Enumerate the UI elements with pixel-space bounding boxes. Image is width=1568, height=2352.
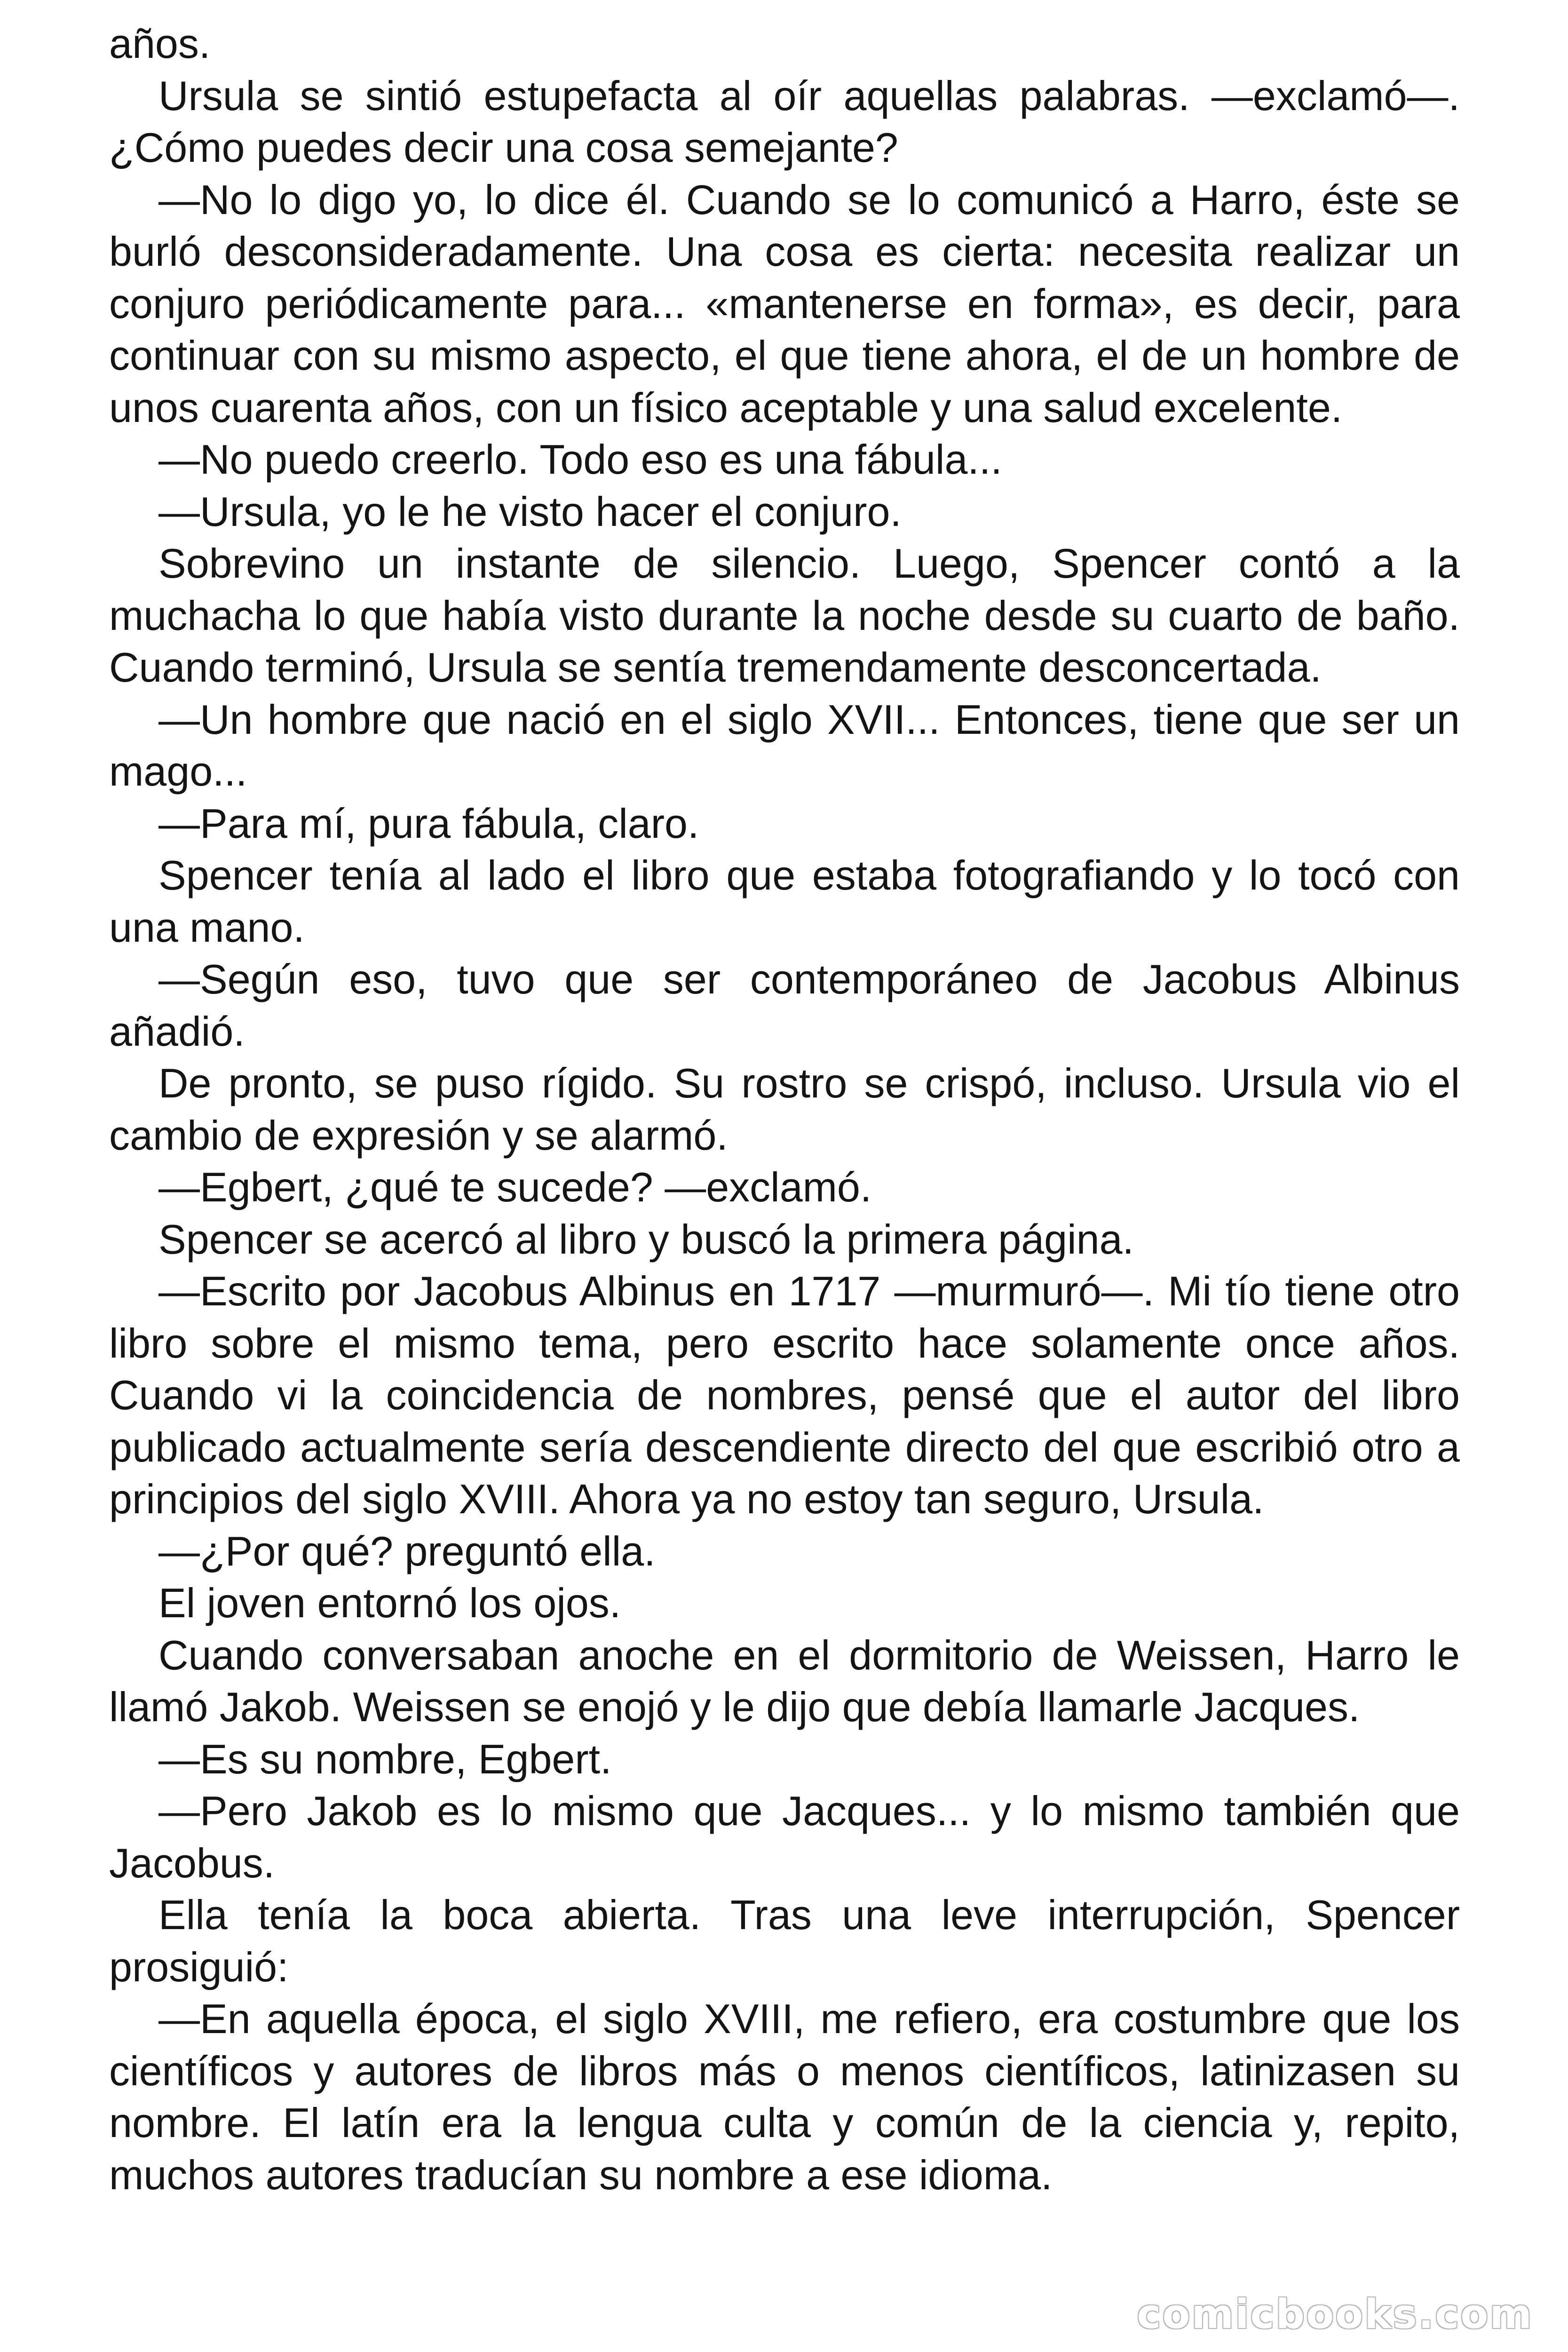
paragraph: —Escrito por Jacobus Albinus en 1717 —murmuró—. Mi tío tiene otro libro sobre el mismo tema, pero escrito hace solamente once años. Cuando vi la coincidencia de nombres, pensé que el autor del libro publicado actualmente sería descendiente directo del que escribió otro a principios del siglo XVIII. Ahora ya no estoy tan seguro, Ursula.: [109, 1268, 1460, 1522]
paragraph: —Ursula, yo le he visto hacer el conjuro.: [158, 488, 902, 535]
paragraph: —No puedo creerlo. Todo eso es una fábula...: [158, 436, 1002, 483]
paragraph: El joven entornó los ojos.: [158, 1580, 621, 1626]
watermark: comicbooks.com: [1137, 2291, 1533, 2338]
paragraph: —Es su nombre, Egbert.: [158, 1735, 612, 1782]
paragraph: —¿Por qué? preguntó ella.: [158, 1527, 656, 1574]
paragraph: —Un hombre que nació en el siglo XVII... Entonces, tiene que ser un mago...: [109, 696, 1460, 795]
paragraph: años.: [109, 20, 211, 67]
paragraph: —En aquella época, el siglo XVIII, me refiero, era costumbre que los científicos y autores de libros más o menos científicos, latinizasen su nombre. El latín era la lengua culta y común de la ciencia y, repito, muchos autores traducían su nombre a ese idioma.: [109, 1995, 1460, 2198]
paragraph: De pronto, se puso rígido. Su rostro se crispó, incluso. Ursula vio el cambio de expresión y se alarmó.: [109, 1060, 1460, 1159]
paragraph: Spencer tenía al lado el libro que estaba fotografiando y lo tocó con una mano.: [109, 852, 1460, 951]
document-page: [109, 18, 1460, 2201]
paragraph: —Egbert, ¿qué te sucede? —exclamó.: [158, 1164, 872, 1210]
paragraph: Spencer se acercó al libro y buscó la primera página.: [158, 1216, 1134, 1263]
paragraph: Cuando conversaban anoche en el dormitorio de Weissen, Harro le llamó Jakob. Weissen se enojó y le dijo que debía llamarle Jacques.: [109, 1631, 1460, 1730]
paragraph: —Según eso, tuvo que ser contemporáneo de Jacobus Albinus añadió.: [109, 956, 1460, 1055]
paragraph: —No lo digo yo, lo dice él. Cuando se lo comunicó a Harro, éste se burló desconsideradamente. Una cosa es cierta: necesita realizar un conjuro periódicamente para... «mantenerse en forma», es decir, para continuar con su mismo aspecto, el que tiene ahora, el de un hombre de unos cuarenta años, con un físico aceptable y una salud excelente.: [109, 176, 1460, 431]
paragraph: Ella tenía la boca abierta. Tras una leve interrupción, Spencer prosiguió:: [109, 1891, 1460, 1990]
paragraph: —Para mí, pura fábula, claro.: [158, 800, 699, 847]
paragraph: Sobrevino un instante de silencio. Luego, Spencer contó a la muchacha lo que había visto durante la noche desde su cuarto de baño. Cuando terminó, Ursula se sentía tremendamente desconcertada.: [109, 540, 1460, 691]
paragraph: Ursula se sintió estupefacta al oír aquellas palabras. —exclamó—. ¿Cómo puedes decir una cosa semejante?: [109, 72, 1460, 171]
paragraph: —Pero Jakob es lo mismo que Jacques... y lo mismo también que Jacobus.: [109, 1788, 1460, 1886]
